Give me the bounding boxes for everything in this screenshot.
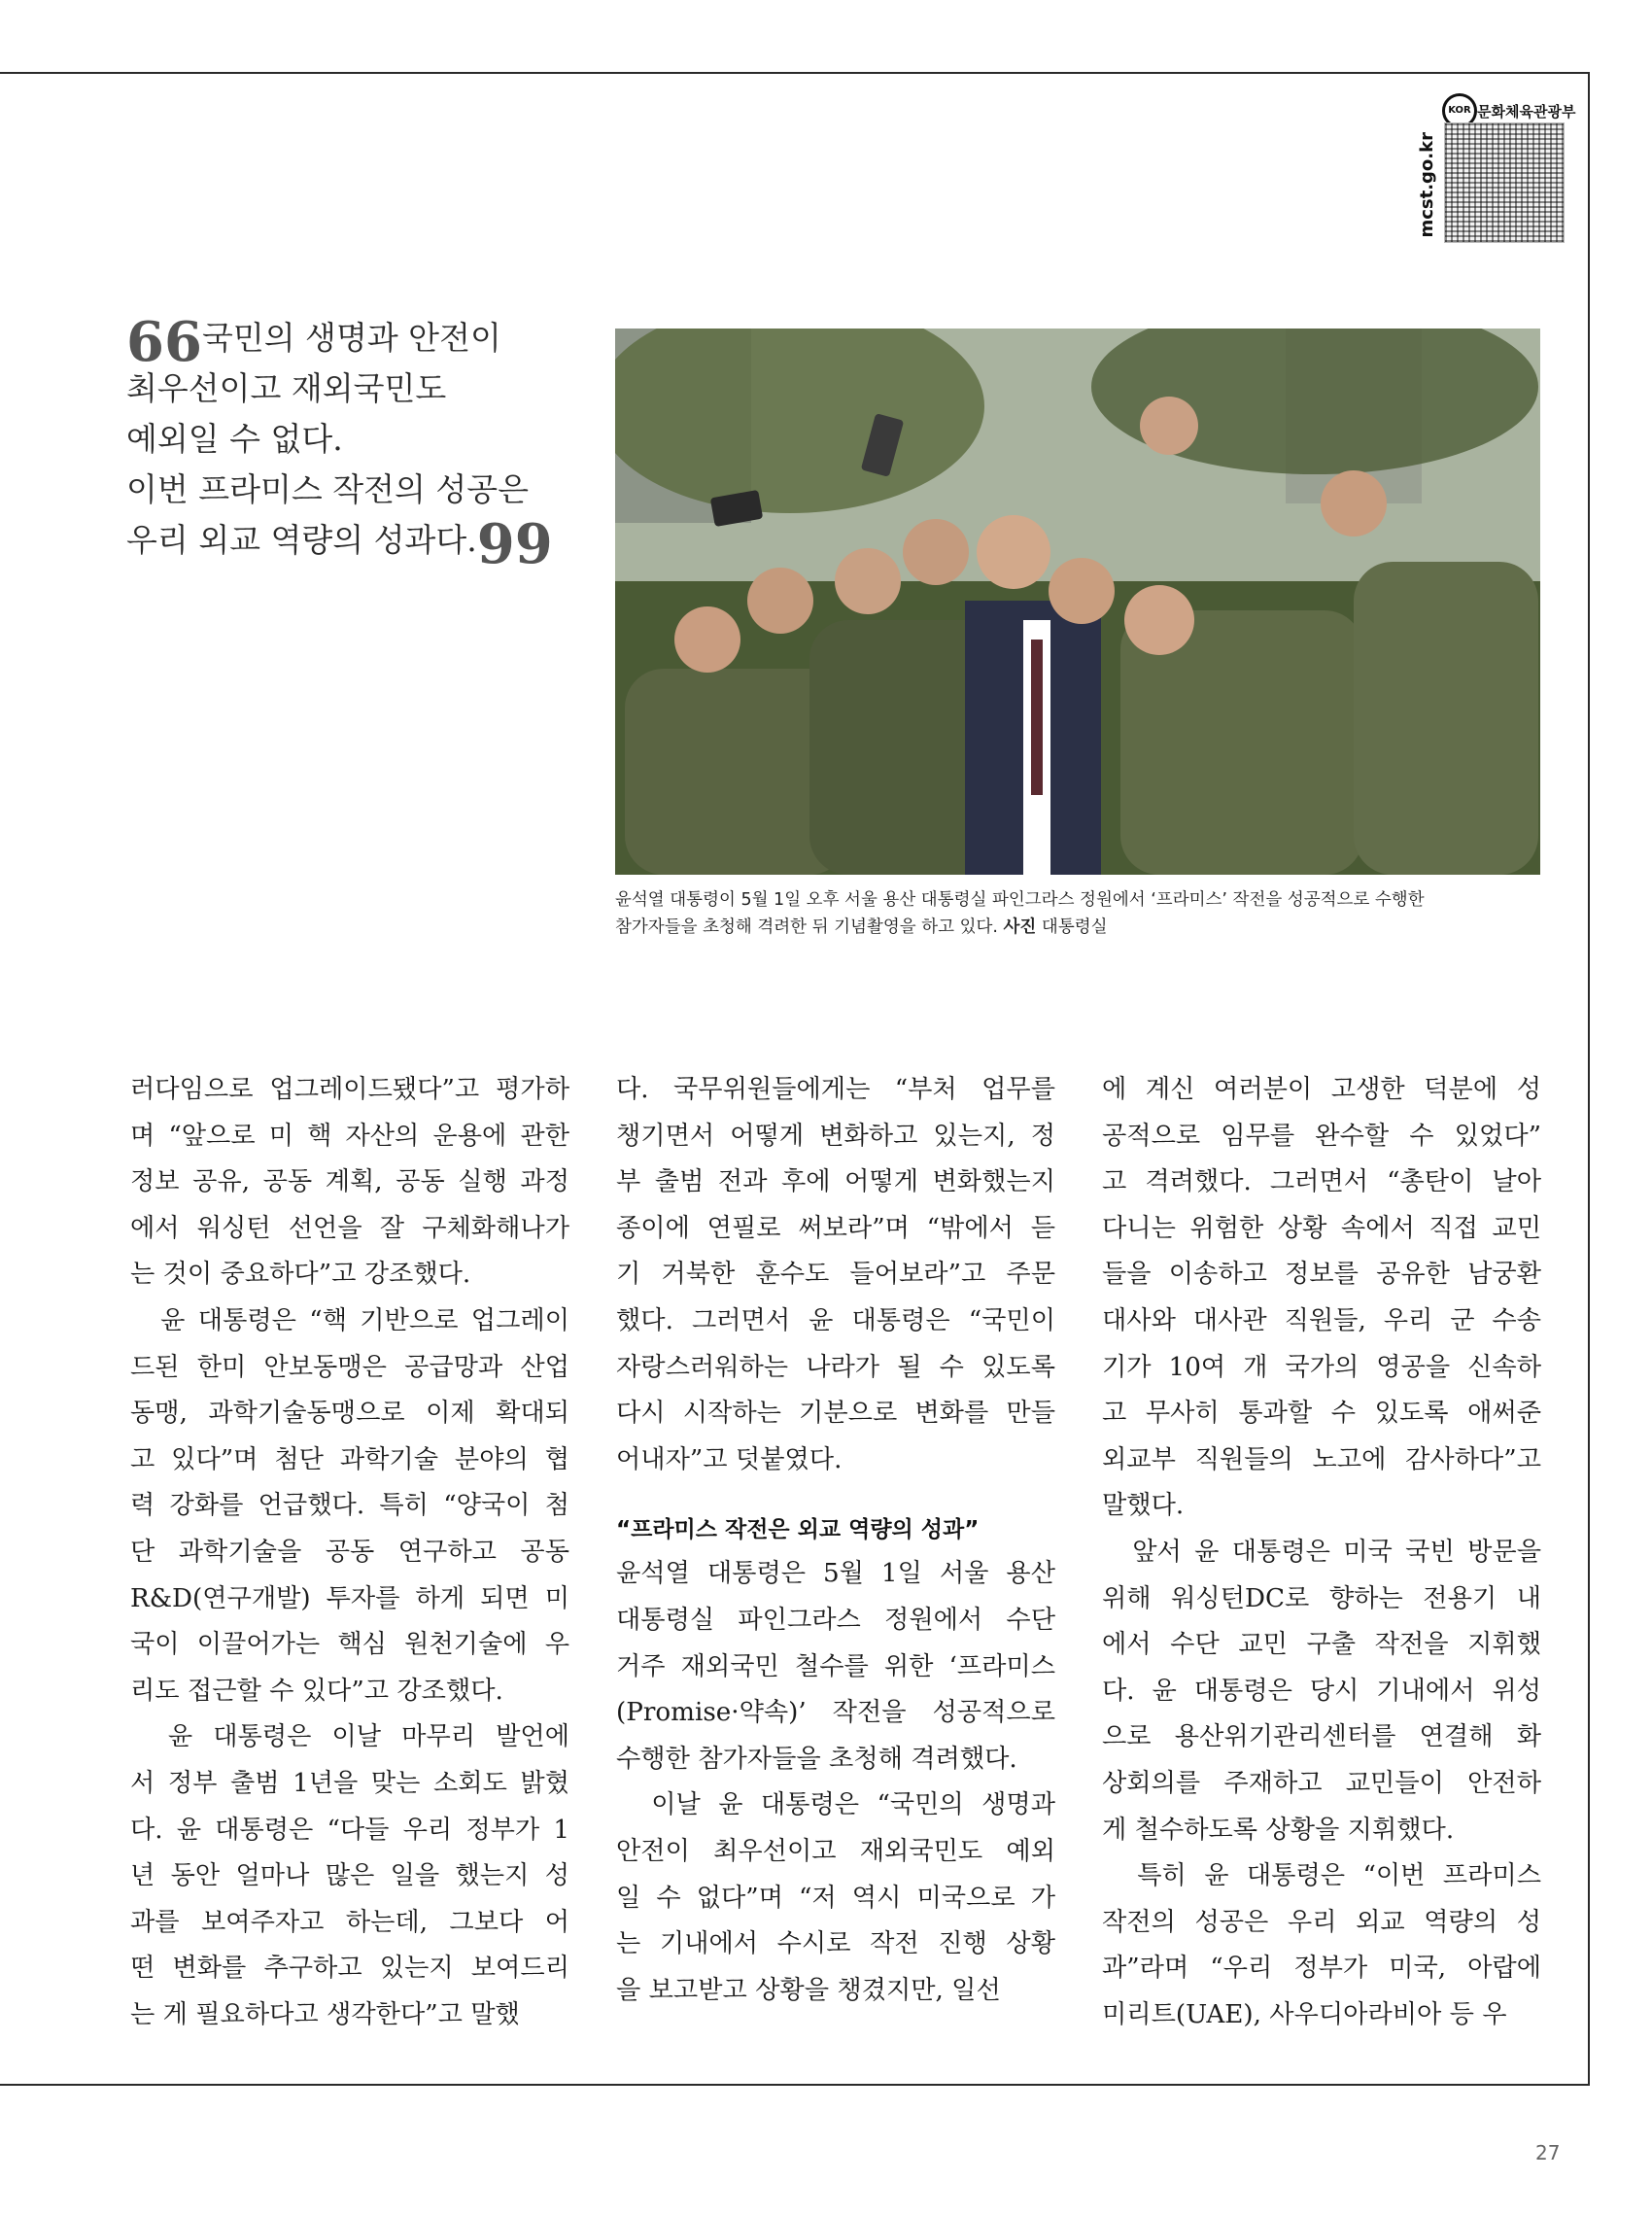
body-text-line: 에서 워싱턴 선언을 잘 구체화해나가 — [130, 1213, 569, 1243]
close-quote-mark: 99 — [476, 512, 553, 576]
qr-code-icon — [1444, 122, 1565, 243]
body-text-line: 챙기면서 어떻게 변화하고 있는지, 정 — [616, 1121, 1055, 1151]
kor-logo-icon: KOR — [1442, 93, 1477, 128]
body-text-line: 드된 한미 안보동맹은 공급망과 산업 — [130, 1352, 569, 1382]
body-text-line: 국이 이끌어가는 핵심 원천기술에 우 — [130, 1630, 569, 1660]
body-text-line: 기 거북한 훈수도 들어보라”고 주문 — [616, 1260, 1055, 1290]
body-text-line: 종이에 연필로 써보라”며 “밖에서 듣 — [616, 1213, 1055, 1243]
section-heading: “프라미스 작전은 외교 역량의 성과” — [616, 1517, 980, 1543]
body-column-3 — [1102, 1067, 1541, 2038]
body-text-line: 정보 공유, 공동 계획, 공동 실행 과정 — [130, 1167, 569, 1197]
body-text-line: 했다. 그러면서 윤 대통령은 “국민이 — [616, 1305, 1055, 1335]
body-text-line: 력 강화를 언급했다. 특히 “양국이 첨 — [130, 1491, 569, 1521]
pull-quote-line-3: 예외일 수 없다. — [126, 420, 343, 458]
body-text-line: 말했다. — [1102, 1491, 1185, 1521]
body-text-line: 들을 이송하고 정보를 공유한 남궁환 — [1102, 1260, 1541, 1290]
pull-quote-line-4: 이번 프라미스 작전의 성공은 — [126, 470, 530, 508]
photo-credit: 대통령실 — [1041, 917, 1108, 937]
body-column-1 — [130, 1067, 569, 2038]
body-text-line: 상회의를 주재하고 교민들이 안전하 — [1102, 1768, 1541, 1798]
selfie-group-photo — [615, 329, 1540, 875]
body-text-line: 위해 워싱턴DC로 향하는 전용기 내 — [1102, 1583, 1541, 1613]
body-text-line: 서 정부 출범 1년을 맞는 소회도 밝혔 — [130, 1768, 569, 1798]
body-text-line: 을 보고받고 상황을 챙겼지만, 일선 — [616, 1975, 1001, 2005]
body-text-line: 윤석열 대통령은 5월 1일 서울 용산 — [616, 1559, 1055, 1589]
body-text-line: 대통령실 파인그라스 정원에서 수단 — [616, 1605, 1055, 1635]
body-text-line: 안전이 최우선이고 재외국민도 예외 — [616, 1836, 1055, 1866]
body-text-line: 러다임으로 업그레이드됐다”고 평가하 — [130, 1075, 569, 1104]
body-text-line: 다. 국무위원들에게는 “부처 업무를 — [616, 1075, 1055, 1104]
body-text-line: 에 계신 여러분이 고생한 덕분에 성 — [1102, 1075, 1541, 1104]
pull-quote-line-2: 최우선이고 재외국민도 — [126, 369, 447, 407]
pull-quote-line-5 — [126, 512, 573, 576]
body-text-line: 앞서 윤 대통령은 미국 국빈 방문을 — [1102, 1537, 1541, 1567]
body-text-line: 자랑스러워하는 나라가 될 수 있도록 — [616, 1352, 1055, 1382]
body-text-line: 일 수 없다”며 “저 역시 미국으로 가 — [616, 1883, 1055, 1913]
body-text-line: 과를 보여주자고 하는데, 그보다 어 — [130, 1907, 569, 1937]
body-text-line: (Promise·약속)’ 작전을 성공적으로 — [616, 1698, 1055, 1728]
body-text-line: 기가 10여 개 국가의 영공을 신속하 — [1102, 1352, 1541, 1382]
body-text-line: 어내자”고 덧붙였다. — [616, 1444, 843, 1474]
caption-line-2 — [615, 914, 1548, 941]
pull-quote-text-1: 국민의 생명과 안전이 — [201, 319, 501, 357]
photo-illustration — [615, 329, 1540, 875]
body-text-line: 다니는 위험한 상황 속에서 직접 교민 — [1102, 1213, 1541, 1243]
body-text-line: 이날 윤 대통령은 “국민의 생명과 — [616, 1790, 1055, 1820]
pull-quote-line-1 — [126, 310, 573, 374]
body-text-line: 는 게 필요하다고 생각한다”고 말했 — [130, 1999, 520, 2029]
body-text-line: 특히 윤 대통령은 “이번 프라미스 — [1102, 1861, 1541, 1891]
body-column-2 — [616, 1067, 1055, 2014]
body-text-line: 다. 윤 대통령은 “다들 우리 정부가 1 — [130, 1815, 569, 1845]
body-text-line: 고 있다”며 첨단 과학기술 분야의 협 — [130, 1444, 569, 1474]
body-text-line: 다시 시작하는 기분으로 변화를 만들 — [616, 1399, 1055, 1429]
body-text-line: 고 격려했다. 그러면서 “총탄이 날아 — [1102, 1167, 1541, 1197]
photo-caption — [615, 886, 1548, 941]
open-quote-mark: 66 — [126, 310, 202, 374]
body-text-line: 게 철수하도록 상황을 지휘했다. — [1102, 1815, 1455, 1845]
body-text-line: 윤 대통령은 “핵 기반으로 업그레이 — [130, 1305, 569, 1335]
body-text-line: 으로 용산위기관리센터를 연결해 화 — [1102, 1722, 1541, 1752]
body-text-line: 년 동안 얼마나 많은 일을 했는지 성 — [130, 1861, 569, 1891]
body-text-line: 다. 윤 대통령은 당시 기내에서 위성 — [1102, 1676, 1541, 1706]
pull-quote-text-5: 우리 외교 역량의 성과다. — [126, 521, 477, 559]
section-gap — [616, 1483, 1055, 1508]
body-text-line: 며 “앞으로 미 핵 자산의 운용에 관한 — [130, 1121, 569, 1151]
body-text-line: 외교부 직원들의 노고에 감사하다”고 — [1102, 1444, 1541, 1474]
body-text-line: 거주 재외국민 철수를 위한 ‘프라미스 — [616, 1651, 1055, 1681]
body-text-line: 리도 접근할 수 있다”고 강조했다. — [130, 1676, 503, 1706]
body-text-line: 과”라며 “우리 정부가 미국, 아랍에 — [1102, 1954, 1541, 1984]
body-text-line: 작전의 성공은 우리 외교 역량의 성 — [1102, 1907, 1541, 1937]
body-text-line: 미리트(UAE), 사우디아라비아 등 우 — [1102, 1999, 1507, 2029]
caption-line-2-text: 참가자들을 초청해 격려한 뒤 기념촬영을 하고 있다. — [615, 917, 998, 937]
ministry-name: 문화체육관광부 — [1477, 103, 1576, 121]
body-text-line: 떤 변화를 추구하고 있는지 보여드리 — [130, 1954, 569, 1984]
body-text-line: R&D(연구개발) 투자를 하게 되면 미 — [130, 1583, 569, 1613]
photo-credit-label: 사진 — [1003, 917, 1037, 937]
body-text-line: 부 출범 전과 후에 어떻게 변화했는지 — [616, 1167, 1055, 1197]
ministry-url: mcst.go.kr — [1417, 132, 1437, 238]
page-number: 27 — [1535, 2141, 1561, 2164]
body-text-line: 윤 대통령은 이날 마무리 발언에 — [130, 1722, 569, 1752]
body-text-line: 대사와 대사관 직원들, 우리 군 수송 — [1102, 1305, 1541, 1335]
body-text-line: 는 기내에서 수시로 작전 진행 상황 — [616, 1929, 1055, 1959]
body-text-line: 단 과학기술을 공동 연구하고 공동 — [130, 1537, 569, 1567]
pull-quote — [126, 310, 573, 576]
body-text-line: 에서 수단 교민 구출 작전을 지휘했 — [1102, 1630, 1541, 1660]
body-text-line: 동맹, 과학기술동맹으로 이제 확대되 — [130, 1399, 569, 1429]
body-text-line: 수행한 참가자들을 초청해 격려했다. — [616, 1744, 1017, 1774]
ministry-logo-block — [1417, 93, 1576, 247]
body-text-line: 공적으로 임무를 완수할 수 있었다” — [1102, 1121, 1541, 1151]
body-text-line: 는 것이 중요하다”고 강조했다. — [130, 1260, 471, 1290]
body-text-line: 고 무사히 통과할 수 있도록 애써준 — [1102, 1399, 1541, 1429]
caption-line-1: 윤석열 대통령이 5월 1일 오후 서울 용산 대통령실 파인그라스 정원에서 ‘프라미스’ 작전을 성공적으로 수행한 — [615, 890, 1425, 910]
